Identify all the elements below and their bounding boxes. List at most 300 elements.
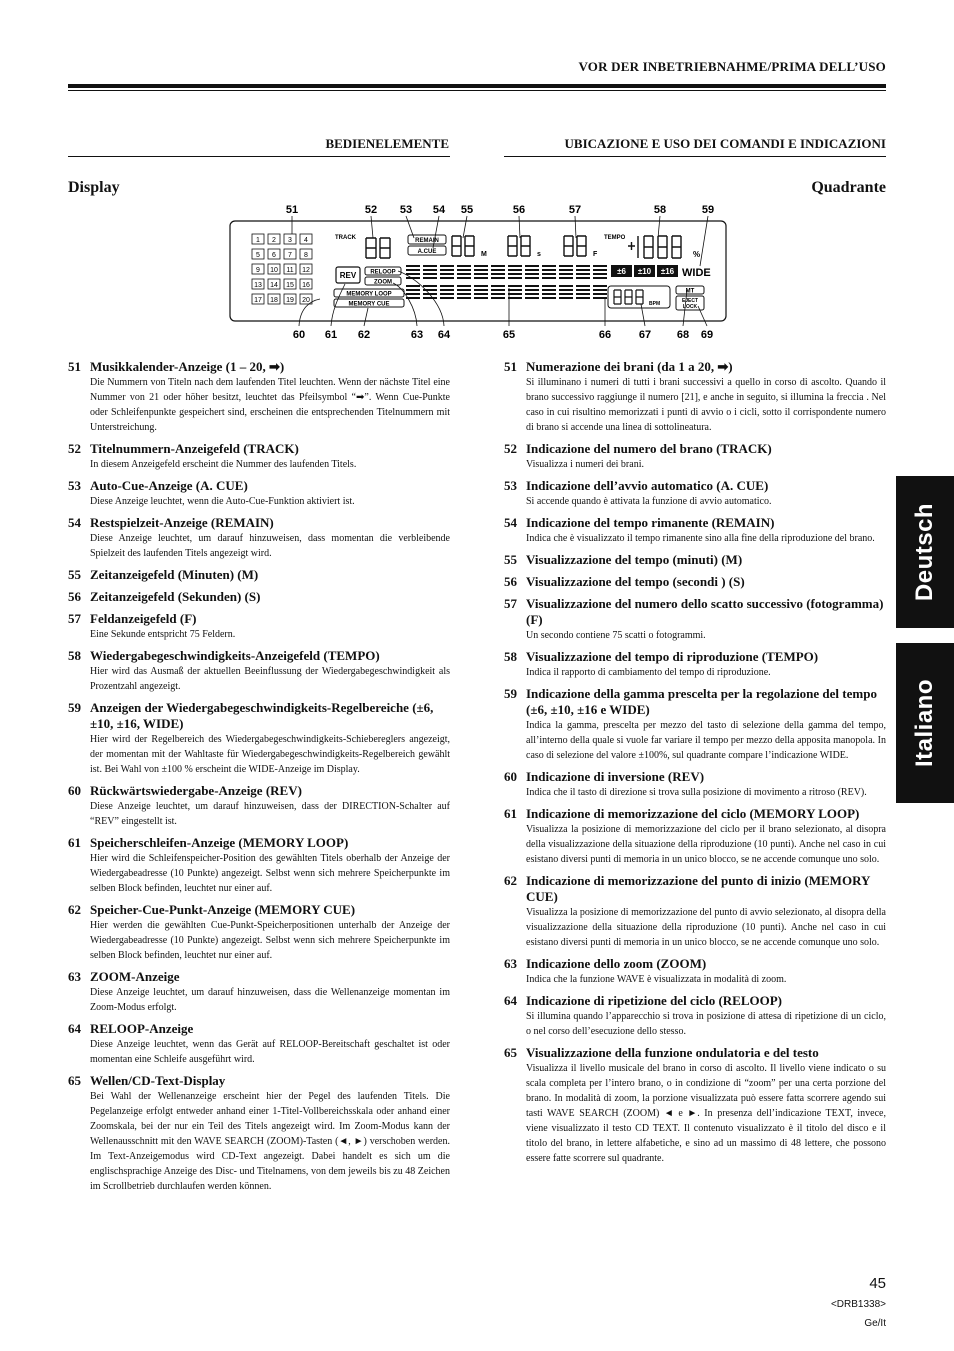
display-title-right: Quadrante	[811, 179, 886, 196]
item-number: 52	[68, 441, 81, 456]
item-title	[504, 515, 886, 531]
item-title-text: Visualizzazione del tempo (secondi ) (S)	[526, 574, 745, 589]
matrix-bar	[423, 297, 437, 299]
item-description: Bei Wahl der Wellenanzeige erscheint hier der Pegel des laufenden Titels. Die Pegelanzeige erfolgt entweder anhand einer 1-Titel-Vollbereichsskala oder anhand einer Zoomskala, bei der nur ein Teil des Titels angezeigt wird. Im Zoom-Modus kann der Wellenausschnitt mit den WAVE SEARCH (ZOOM)-Tasten (◄, ►) verschoben werden. Im Text-Anzeigemodus wird CD-Text angezeigt. Dabei handelt es sich um die englischsprachige Anzeige des Disc- und Titelnamens, von dem jeweils bis zu 48 Zeichen im Scrollbetrieb durchlaufen werden können.	[90, 1091, 450, 1192]
item-title-text: Indicazione dello zoom (ZOOM)	[526, 956, 707, 971]
item-61	[68, 835, 450, 896]
item-number: 53	[68, 478, 81, 493]
matrix-bar	[576, 265, 590, 267]
item-65	[68, 1073, 450, 1194]
item-title	[504, 649, 886, 665]
matrix-bar	[474, 285, 488, 287]
callout-57: 57	[568, 204, 582, 216]
display-diagram	[228, 198, 728, 346]
item-description: Si accende quando è attivata la funzione di avvio automatico.	[526, 496, 772, 507]
matrix-bar	[593, 285, 607, 287]
item-number: 54	[68, 515, 81, 530]
item-title	[504, 596, 886, 628]
track-number: 5	[256, 252, 260, 259]
matrix-bar	[491, 285, 505, 287]
item-title-text: RELOOP-Anzeige	[90, 1021, 194, 1036]
wave-text-matrix	[406, 265, 607, 299]
track-number: 7	[288, 252, 292, 259]
item-description: Indica il rapporto di cambiamento del tempo di riproduzione.	[526, 667, 771, 678]
matrix-bar	[559, 269, 573, 271]
item-title	[68, 567, 450, 583]
callout-55: 55	[460, 204, 474, 216]
matrix-bar	[440, 277, 454, 279]
track-number: 17	[254, 297, 262, 304]
item-title	[68, 902, 450, 918]
item-title-text: Visualizzazione del numero dello scatto successivo (fotogramma) (F)	[526, 596, 884, 627]
right-column	[504, 359, 886, 1172]
item-description: Diese Anzeige leuchtet, wenn die Auto-Cue-Funktion aktiviert ist.	[90, 496, 355, 507]
bpm-label: BPM	[649, 301, 661, 307]
item-title	[504, 1045, 886, 1061]
item-description: Indica la gamma, prescelta per mezzo del tasto di selezione della gamma del tempo, all’interno della quale si vuole far variare il tempo per mezzo della apposita manopola. In caso di selezione del valore ±100%, sul quadrante compare l’indicazione WIDE.	[526, 720, 886, 761]
item-59	[68, 700, 450, 777]
matrix-bar	[593, 273, 607, 275]
item-title	[504, 873, 886, 905]
callout-59: 59	[701, 204, 715, 216]
item-number: 53	[504, 478, 517, 493]
item-description: Visualizza i numeri dei brani.	[526, 459, 644, 470]
item-54	[68, 515, 450, 561]
section-title-left: BEDIENELEMENTE	[325, 136, 449, 151]
matrix-bar	[508, 265, 522, 267]
matrix-bar	[440, 285, 454, 287]
matrix-bar	[406, 269, 420, 271]
matrix-bar	[508, 269, 522, 271]
item-59	[504, 686, 886, 763]
track-number: 19	[286, 297, 294, 304]
matrix-bar	[423, 277, 437, 279]
item-53	[68, 478, 450, 509]
callout-53: 53	[399, 204, 413, 216]
matrix-bar	[406, 285, 420, 287]
matrix-bar	[491, 273, 505, 275]
track-number: 15	[286, 282, 294, 289]
track-number: 13	[254, 282, 262, 289]
track-grid	[252, 234, 312, 304]
header-rule	[68, 84, 886, 88]
matrix-bar	[457, 265, 471, 267]
item-title	[68, 515, 450, 531]
matrix-bar	[457, 297, 471, 299]
tempo-label: TEMPO	[604, 235, 626, 241]
matrix-bar	[457, 269, 471, 271]
matrix-bar	[576, 297, 590, 299]
item-number: 63	[504, 956, 517, 971]
item-description: In diesem Anzeigefeld erscheint die Nummer des laufenden Titels.	[90, 459, 357, 470]
item-description: Diese Anzeige leuchtet, wenn das Gerät auf RELOOP-Bereitschaft geschaltet ist oder momentan eine Schleife ausgeführt wird.	[90, 1039, 450, 1065]
item-description: Visualizza la posizione di memorizzazione del ciclo per il brano selezionato, al disopra della visualizzazione della situazione della riproduzione (10 punti). Anche nel caso in cui esistano diversi punti di memoria in un unico blocco, se ne accende comunque uno solo.	[526, 824, 886, 865]
matrix-bar	[542, 297, 556, 299]
item-number: 65	[68, 1073, 81, 1088]
matrix-bar	[542, 293, 556, 295]
item-description: Diese Anzeige leuchtet, um darauf hinzuweisen, dass die Wellenanzeige momentan im Zoom-Modus erfolgt.	[90, 987, 450, 1013]
matrix-bar	[406, 293, 420, 295]
item-number: 65	[504, 1045, 517, 1060]
matrix-bar	[542, 289, 556, 291]
matrix-bar	[559, 297, 573, 299]
item-title	[68, 700, 450, 732]
item-title	[504, 552, 886, 568]
item-description: Indica che la funzione WAVE è visualizzata in modalità di zoom.	[526, 974, 787, 985]
matrix-bar	[457, 289, 471, 291]
callout-68: 68	[676, 329, 690, 341]
matrix-bar	[525, 285, 539, 287]
matrix-bar	[457, 273, 471, 275]
matrix-bar	[559, 273, 573, 275]
reloop-label: RELOOP	[370, 269, 396, 276]
section-title-right: UBICAZIONE E USO DEI COMANDI E INDICAZIONI	[564, 136, 886, 151]
track-label: TRACK	[335, 235, 356, 241]
item-title	[504, 956, 886, 972]
matrix-bar	[542, 285, 556, 287]
item-title-text: Indicazione del numero del brano (TRACK)	[526, 441, 772, 456]
item-number: 60	[68, 783, 81, 798]
callout-63: 63	[410, 329, 424, 341]
track-number: 9	[256, 267, 260, 274]
matrix-bar	[508, 277, 522, 279]
item-number: 62	[504, 873, 517, 888]
item-description: Visualizza la posizione di memorizzazione del punto di avvio selezionato, al disopra della visualizzazione della situazione della riproduzione (10 punti). Anche nel caso in cui esistano diversi punti di memoria in un unico blocco, se ne accende comunque uno solo.	[526, 907, 886, 948]
item-title-text: Visualizzazione della funzione ondulatoria e del testo	[526, 1045, 819, 1060]
item-number: 64	[68, 1021, 81, 1036]
item-title	[504, 359, 886, 375]
matrix-bar	[525, 297, 539, 299]
acue-label: A.CUE	[417, 249, 437, 255]
matrix-bar	[559, 285, 573, 287]
matrix-bar	[457, 293, 471, 295]
frames-unit: F	[593, 251, 598, 258]
callout-69: 69	[700, 329, 714, 341]
item-title	[504, 806, 886, 822]
track-number: 4	[304, 237, 308, 244]
item-description: Die Nummern von Titeln nach dem laufenden Titel leuchten. Wenn der nächste Titel eine Nummer von 21 oder höher besitzt, leuchtet das Pfeilsymbol “➡”. Wenn Cue-Punkte oder Schleifenpunkte gespeichert sind, erscheinen die entsprechenden Titelnummern mit Unterstreichung.	[90, 377, 450, 433]
time-digits	[452, 236, 586, 256]
tab-italiano-label: Italiano	[911, 678, 938, 768]
item-62	[504, 873, 886, 950]
item-title-text: Indicazione di memorizzazione del ciclo (MEMORY LOOP)	[526, 806, 860, 821]
item-title-text: Wellen/CD-Text-Display	[90, 1073, 226, 1088]
item-title-text: Indicazione dell’avvio automatico (A. CUE)	[526, 478, 769, 493]
callout-58: 58	[653, 204, 667, 216]
matrix-bar	[474, 297, 488, 299]
callout-67: 67	[638, 329, 652, 341]
callout-60: 60	[292, 329, 306, 341]
item-number: 56	[504, 574, 517, 589]
item-title	[68, 589, 450, 605]
remain-label: REMAIN	[415, 238, 439, 244]
lock-label: LOCK	[682, 304, 698, 310]
item-title	[68, 441, 450, 457]
matrix-bar	[440, 289, 454, 291]
item-52	[504, 441, 886, 472]
item-title-text: Feldanzeigefeld (F)	[90, 611, 197, 626]
item-title	[68, 611, 450, 627]
tab-deutsch	[896, 476, 954, 628]
item-number: 61	[68, 835, 81, 850]
item-title-text: Speicher-Cue-Punkt-Anzeige (MEMORY CUE)	[90, 902, 356, 917]
item-title	[68, 1021, 450, 1037]
track-number: 3	[288, 237, 292, 244]
item-title	[504, 686, 886, 718]
item-64	[68, 1021, 450, 1067]
item-title	[504, 574, 886, 590]
matrix-bar	[406, 273, 420, 275]
track-number: 8	[304, 252, 308, 259]
item-55	[68, 567, 450, 583]
matrix-bar	[508, 289, 522, 291]
track-number: 20	[302, 297, 310, 304]
track-number: 14	[270, 282, 278, 289]
matrix-bar	[593, 265, 607, 267]
tempo-digits	[628, 236, 681, 258]
item-number: 60	[504, 769, 517, 784]
item-number: 61	[504, 806, 517, 821]
svg-text:±16: ±16	[660, 267, 675, 276]
item-number: 52	[504, 441, 517, 456]
matrix-bar	[406, 265, 420, 267]
matrix-bar	[593, 293, 607, 295]
matrix-bar	[559, 293, 573, 295]
item-title	[68, 1073, 450, 1089]
matrix-bar	[508, 285, 522, 287]
matrix-bar	[525, 289, 539, 291]
matrix-bar	[423, 273, 437, 275]
item-57	[68, 611, 450, 642]
matrix-bar	[525, 265, 539, 267]
display-title-left: Display	[68, 179, 120, 196]
track-number: 6	[272, 252, 276, 259]
matrix-bar	[491, 297, 505, 299]
item-number: 59	[68, 700, 81, 715]
item-title	[504, 478, 886, 494]
matrix-bar	[559, 265, 573, 267]
item-64	[504, 993, 886, 1039]
item-number: 56	[68, 589, 81, 604]
item-description: Diese Anzeige leuchtet, um darauf hinzuweisen, dass der DIRECTION-Schalter auf “REV” eingestellt ist.	[90, 801, 450, 827]
item-title	[504, 441, 886, 457]
item-title-text: Indicazione della gamma prescelta per la regolazione del tempo (±6, ±10, ±16 e WIDE)	[526, 686, 877, 717]
matrix-bar	[525, 293, 539, 295]
item-60	[504, 769, 886, 800]
item-53	[504, 478, 886, 509]
item-title	[68, 835, 450, 851]
item-title	[68, 969, 450, 985]
matrix-bar	[559, 277, 573, 279]
item-title	[504, 769, 886, 785]
matrix-bar	[491, 277, 505, 279]
tab-italiano	[896, 643, 954, 803]
item-63	[504, 956, 886, 987]
track-number: 10	[270, 267, 278, 274]
item-title-text: Speicherschleifen-Anzeige (MEMORY LOOP)	[90, 835, 349, 850]
matrix-bar	[593, 269, 607, 271]
svg-text:WIDE: WIDE	[682, 267, 711, 279]
item-title	[68, 783, 450, 799]
callout-62: 62	[357, 329, 371, 341]
item-description: Un secondo contiene 75 scatti o fotogrammi.	[526, 630, 706, 641]
memory-cue-label: MEMORY CUE	[348, 301, 390, 308]
item-62	[68, 902, 450, 963]
item-title-text: Visualizzazione del tempo (minuti) (M)	[526, 552, 743, 567]
item-description: Diese Anzeige leuchtet, um darauf hinzuweisen, dass momentan die verbleibende Spielzeit des laufenden Titels angezeigt wird.	[90, 533, 450, 559]
item-number: 62	[68, 902, 81, 917]
item-number: 57	[504, 596, 517, 611]
item-title-text: Indicazione di inversione (REV)	[526, 769, 705, 784]
item-56	[68, 589, 450, 605]
item-54	[504, 515, 886, 546]
matrix-bar	[559, 289, 573, 291]
track-number: 12	[302, 267, 310, 274]
callout-52: 52	[364, 204, 378, 216]
item-title-text: Restspielzeit-Anzeige (REMAIN)	[90, 515, 274, 530]
seconds-unit: s	[537, 251, 541, 258]
svg-text:±6: ±6	[617, 267, 626, 276]
matrix-bar	[474, 265, 488, 267]
track-number: 2	[272, 237, 276, 244]
item-description: Hier werden die gewählten Cue-Punkt-Speicherpositionen unterhalb der Anzeige der Wiedergabeadresse (10 Punkte) angezeigt. Selbst wenn sich mehrere Speicherpunkte im selben Block befinden, leuchtet nur einer auf.	[90, 920, 450, 961]
track-number: 18	[270, 297, 278, 304]
item-57	[504, 596, 886, 643]
minutes-unit: M	[481, 251, 487, 258]
page-header: VOR DER INBETRIEBNAHME/PRIMA DELL’USO	[578, 59, 886, 74]
callout-64: 64	[437, 329, 451, 341]
item-number: 51	[504, 359, 517, 374]
matrix-bar	[474, 277, 488, 279]
matrix-bar	[593, 277, 607, 279]
item-description: Indica che è visualizzato il tempo rimanente sino alla fine della riproduzione del brano.	[526, 533, 875, 544]
matrix-bar	[576, 293, 590, 295]
item-title	[68, 359, 450, 375]
matrix-bar	[474, 289, 488, 291]
matrix-bar	[576, 269, 590, 271]
matrix-bar	[474, 269, 488, 271]
callout-54: 54	[432, 204, 446, 216]
page-number: 45	[869, 1275, 886, 1292]
track-number: 16	[302, 282, 310, 289]
item-title	[68, 478, 450, 494]
mt-label: MT	[685, 288, 695, 295]
item-number: 64	[504, 993, 517, 1008]
header-rule-thin	[68, 90, 886, 91]
item-title-text: Musikkalender-Anzeige (1 – 20, ➡)	[90, 359, 285, 374]
item-number: 59	[504, 686, 517, 701]
matrix-bar	[542, 265, 556, 267]
item-title-text: Titelnummern-Anzeigefeld (TRACK)	[90, 441, 299, 456]
matrix-bar	[542, 277, 556, 279]
document-code: <DRB1338>	[830, 1299, 886, 1310]
eject-label: EJECT	[681, 298, 699, 304]
matrix-bar	[491, 269, 505, 271]
svg-text:±10: ±10	[637, 267, 652, 276]
callout-56: 56	[512, 204, 526, 216]
item-description: Hier wird die Schleifenspeicher-Position des gewählten Titels oberhalb der Anzeige der Wiedergabeadresse (10 Punkte) angezeigt. Selbst wenn sich mehrere Speicherpunkte im selben Block befinden, leuchtet nur einer auf.	[90, 853, 450, 894]
callout-65: 65	[502, 329, 516, 341]
matrix-bar	[440, 269, 454, 271]
matrix-bar	[423, 265, 437, 267]
matrix-bar	[440, 293, 454, 295]
item-title	[504, 993, 886, 1009]
item-title-text: Indicazione di memorizzazione del punto di inizio (MEMORY CUE)	[526, 873, 870, 904]
matrix-bar	[440, 297, 454, 299]
bpm-digits	[614, 290, 643, 304]
matrix-bar	[576, 285, 590, 287]
matrix-bar	[542, 273, 556, 275]
matrix-bar	[525, 269, 539, 271]
item-58	[68, 648, 450, 694]
matrix-bar	[474, 293, 488, 295]
item-number: 51	[68, 359, 81, 374]
item-number: 57	[68, 611, 81, 626]
item-number: 63	[68, 969, 81, 984]
matrix-bar	[508, 297, 522, 299]
tempo-percent: %	[693, 250, 701, 259]
item-51	[504, 359, 886, 435]
tempo-range	[611, 265, 711, 279]
track-number: 1	[256, 237, 260, 244]
item-title-text: ZOOM-Anzeige	[90, 969, 180, 984]
left-column	[68, 359, 450, 1200]
tab-deutsch-label: Deutsch	[911, 502, 938, 602]
track-digits	[366, 238, 390, 258]
item-55	[504, 552, 886, 568]
callout-51: 51	[285, 204, 299, 216]
matrix-bar	[457, 277, 471, 279]
callout-66: 66	[598, 329, 612, 341]
item-65	[504, 1045, 886, 1166]
item-description: Hier wird der Regelbereich des Wiedergabegeschwindigkeits-Schiebereglers angezeigt, der momentan mit der Wahltaste für Wiedergabegeschwindigkeits-Regelbereich gewählt ist. Bei Wahl von ±100 % erscheint die WIDE-Anzeige im Display.	[90, 734, 450, 775]
item-51	[68, 359, 450, 435]
item-title-text: Zeitanzeigefeld (Sekunden) (S)	[90, 589, 261, 604]
item-description: Eine Sekunde entspricht 75 Feldern.	[90, 629, 236, 640]
item-title-text: Auto-Cue-Anzeige (A. CUE)	[90, 478, 248, 493]
item-description: Si illumina quando l’apparecchio si trova in posizione di attesa di ripetizione di un ciclo, o nel corso dell’esecuzione dello stesso.	[526, 1011, 886, 1037]
item-52	[68, 441, 450, 472]
matrix-bar	[440, 273, 454, 275]
matrix-bar	[576, 289, 590, 291]
matrix-bar	[525, 273, 539, 275]
matrix-bar	[508, 273, 522, 275]
callout-61: 61	[324, 329, 338, 341]
item-56	[504, 574, 886, 590]
item-title-text: Indicazione di ripetizione del ciclo (RELOOP)	[526, 993, 783, 1008]
language-code: Ge/It	[864, 1318, 886, 1329]
memory-loop-label: MEMORY LOOP	[346, 291, 392, 298]
zoom-label: ZOOM	[374, 279, 392, 286]
track-number: 11	[286, 267, 294, 274]
rev-label: REV	[339, 271, 357, 280]
matrix-bar	[576, 277, 590, 279]
item-title-text: Wiedergabegeschwindigkeits-Anzeigefeld (TEMPO)	[90, 648, 380, 663]
item-60	[68, 783, 450, 829]
matrix-bar	[491, 289, 505, 291]
item-description: Indica che il tasto di direzione si trova sulla posizione di movimento a ritroso (REV).	[526, 787, 867, 798]
matrix-bar	[423, 269, 437, 271]
matrix-bar	[440, 265, 454, 267]
matrix-bar	[406, 289, 420, 291]
matrix-bar	[508, 293, 522, 295]
matrix-bar	[593, 289, 607, 291]
matrix-bar	[576, 273, 590, 275]
section-rule-right	[504, 156, 886, 157]
item-number: 54	[504, 515, 517, 530]
matrix-bar	[474, 273, 488, 275]
item-title-text: Indicazione del tempo rimanente (REMAIN)	[526, 515, 775, 530]
